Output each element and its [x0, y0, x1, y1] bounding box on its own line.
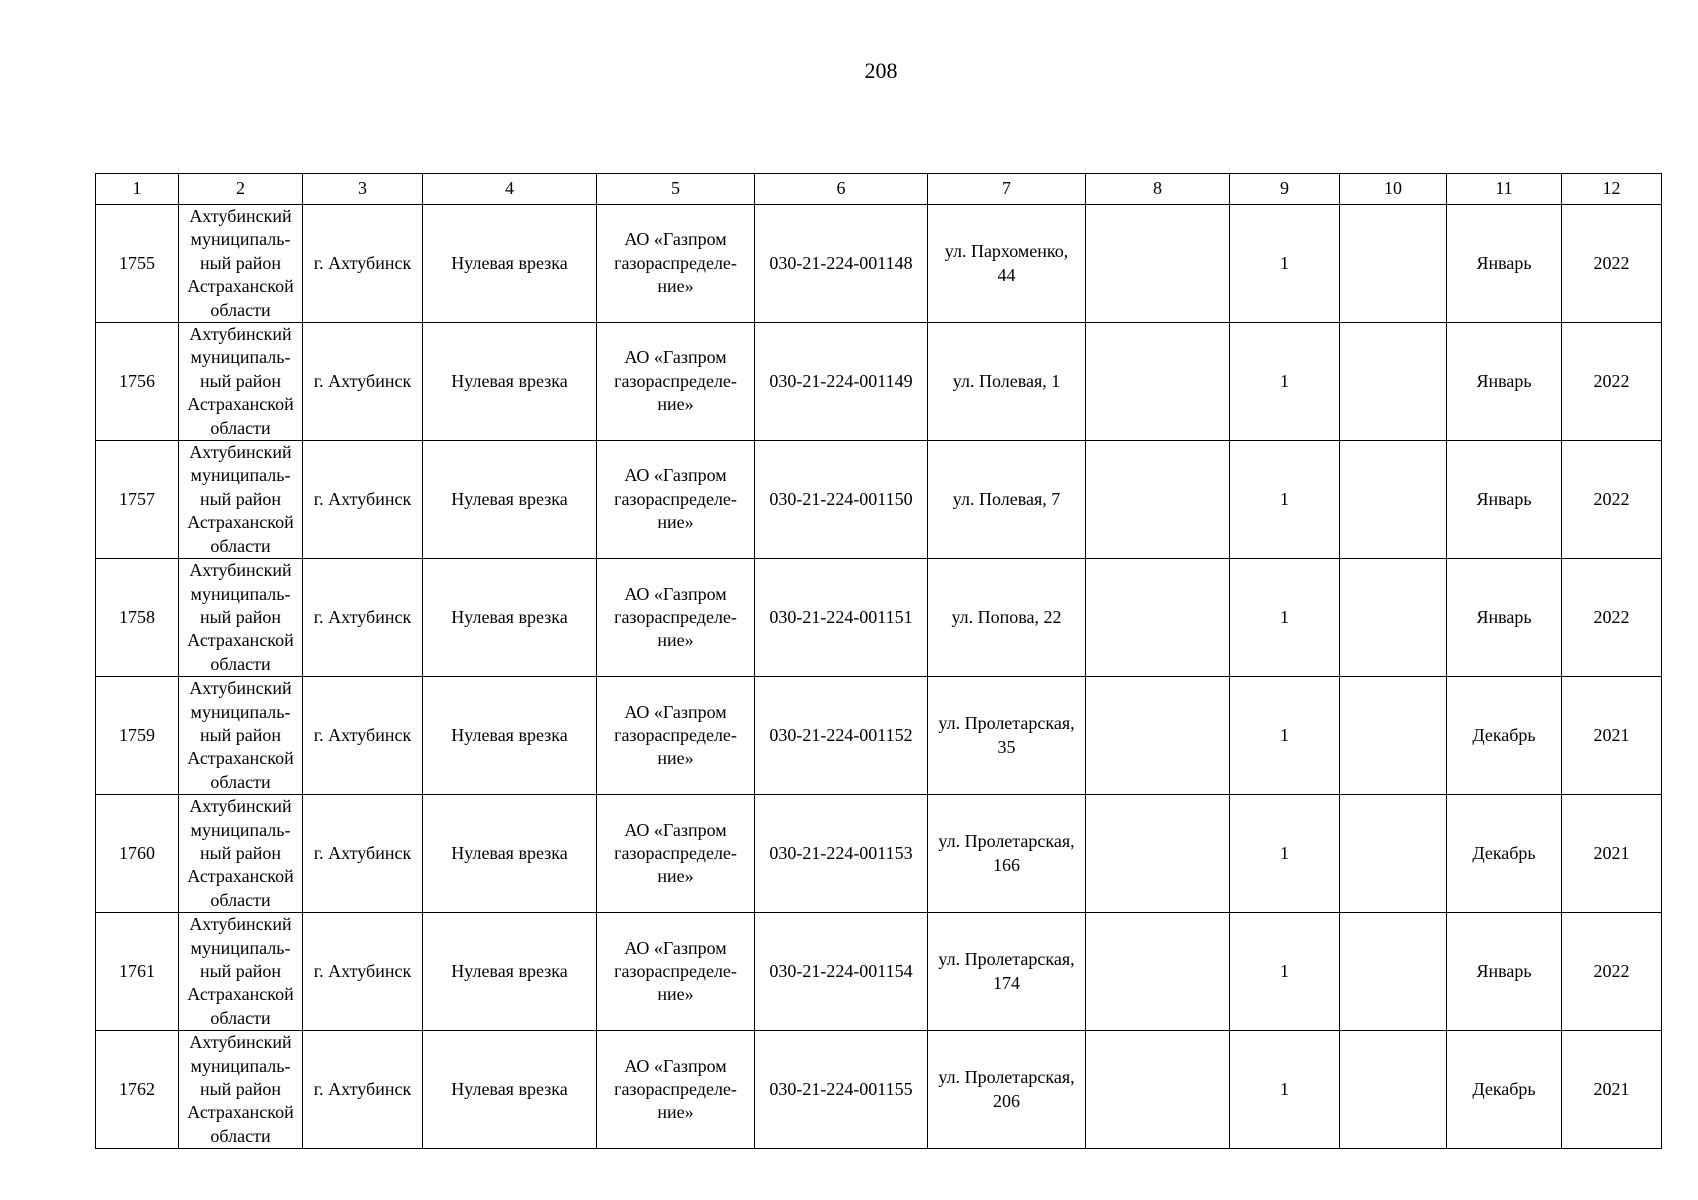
district-line: области — [210, 771, 271, 792]
object-code-cell: 030-21-224-001148 — [755, 205, 928, 323]
address-cell — [928, 205, 1086, 323]
column-number-cell: 10 — [1340, 174, 1447, 205]
district-cell — [179, 795, 303, 913]
month-cell: Январь — [1447, 323, 1562, 441]
column-number-cell: 5 — [597, 174, 755, 205]
organization-line: газораспределе- — [614, 842, 737, 863]
empty-cell — [1340, 323, 1447, 441]
district-line: ный район — [199, 488, 282, 509]
empty-cell — [1340, 913, 1447, 1031]
table-row — [96, 441, 1662, 559]
district-line: Астраханской — [187, 984, 294, 1005]
work-type-cell: Нулевая врезка — [423, 559, 597, 677]
district-line: муниципаль- — [190, 1055, 291, 1076]
empty-cell — [1086, 795, 1230, 913]
district-line: ный район — [199, 252, 282, 273]
empty-cell — [1340, 441, 1447, 559]
empty-cell — [1340, 205, 1447, 323]
organization-cell — [597, 205, 755, 323]
address-line: 174 — [993, 972, 1020, 993]
organization-line: ние» — [657, 1102, 694, 1123]
object-code-cell: 030-21-224-001154 — [755, 913, 928, 1031]
district-cell — [179, 205, 303, 323]
work-type-cell: Нулевая врезка — [423, 205, 597, 323]
organization-line: АО «Газпром — [624, 347, 727, 368]
record-number-cell: 1757 — [96, 441, 179, 559]
district-line: Ахтубинский — [189, 914, 292, 935]
district-line: Ахтубинский — [189, 442, 292, 463]
district-line: ный район — [199, 724, 282, 745]
record-number-cell: 1756 — [96, 323, 179, 441]
column-number-cell: 3 — [303, 174, 423, 205]
year-cell: 2022 — [1562, 559, 1662, 677]
organization-line: газораспределе- — [614, 606, 737, 627]
year-cell: 2021 — [1562, 677, 1662, 795]
organization-line: ние» — [657, 748, 694, 769]
address-line: ул. Пролетарская, — [938, 949, 1075, 970]
district-line: ный район — [199, 961, 282, 981]
district-line: ный район — [199, 842, 282, 863]
organization-line: АО «Газпром — [624, 229, 727, 250]
month-cell: Январь — [1447, 205, 1562, 323]
column-number-cell: 9 — [1230, 174, 1340, 205]
address-cell — [928, 559, 1086, 677]
district-line: Ахтубинский — [189, 560, 292, 581]
address-line: ул. Полевая, 1 — [952, 370, 1061, 391]
empty-cell — [1086, 913, 1230, 1031]
address-cell — [928, 677, 1086, 795]
city-cell: г. Ахтубинск — [303, 559, 423, 677]
table-row — [96, 559, 1662, 677]
object-code-cell: 030-21-224-001152 — [755, 677, 928, 795]
city-cell: г. Ахтубинск — [303, 913, 423, 1031]
count-cell: 1 — [1230, 205, 1340, 323]
year-cell: 2022 — [1562, 913, 1662, 1031]
count-cell: 1 — [1230, 677, 1340, 795]
count-cell: 1 — [1230, 913, 1340, 1031]
district-cell — [179, 441, 303, 559]
organization-line: АО «Газпром — [624, 937, 727, 958]
district-line: ный район — [199, 1079, 282, 1100]
district-line: Астраханской — [187, 748, 294, 769]
district-line: Ахтубинский — [189, 796, 292, 817]
organization-line: АО «Газпром — [624, 1055, 727, 1076]
district-line: Ахтубинский — [189, 206, 292, 226]
district-line: муниципаль- — [190, 819, 291, 840]
table-row — [96, 795, 1662, 913]
organization-line: ние» — [657, 984, 694, 1005]
address-line: ул. Пролетарская, — [938, 831, 1075, 852]
district-cell — [179, 913, 303, 1031]
empty-cell — [1340, 795, 1447, 913]
district-line: области — [210, 1007, 271, 1028]
organization-line: ние» — [657, 630, 694, 651]
district-cell — [179, 559, 303, 677]
organization-line: газораспределе- — [614, 488, 737, 509]
district-line: Астраханской — [187, 276, 294, 297]
organization-line: газораспределе- — [614, 961, 737, 981]
record-number-cell: 1759 — [96, 677, 179, 795]
address-cell — [928, 441, 1086, 559]
address-line: ул. Полевая, 7 — [952, 488, 1061, 509]
year-cell: 2022 — [1562, 323, 1662, 441]
column-number-cell: 12 — [1562, 174, 1662, 205]
organization-line: АО «Газпром — [624, 819, 727, 840]
month-cell: Январь — [1447, 559, 1562, 677]
object-code-cell: 030-21-224-001151 — [755, 559, 928, 677]
address-line: 206 — [993, 1090, 1020, 1111]
table-row — [96, 913, 1662, 1031]
work-type-cell: Нулевая врезка — [423, 323, 597, 441]
object-code-cell: 030-21-224-001153 — [755, 795, 928, 913]
count-cell: 1 — [1230, 559, 1340, 677]
district-cell — [179, 677, 303, 795]
address-cell — [928, 1031, 1086, 1149]
district-line: Ахтубинский — [189, 678, 292, 699]
empty-cell — [1086, 323, 1230, 441]
work-type-cell: Нулевая врезка — [423, 913, 597, 1031]
district-line: области — [210, 653, 271, 674]
object-code-cell: 030-21-224-001149 — [755, 323, 928, 441]
district-line: Астраханской — [187, 630, 294, 651]
table-body — [96, 205, 1662, 1149]
column-number-cell: 8 — [1086, 174, 1230, 205]
address-line: 166 — [993, 854, 1020, 875]
record-number-cell: 1762 — [96, 1031, 179, 1149]
table-row — [96, 205, 1662, 323]
empty-cell — [1086, 559, 1230, 677]
organization-line: газораспределе- — [614, 1079, 737, 1100]
year-cell: 2021 — [1562, 795, 1662, 913]
district-line: муниципаль- — [190, 583, 291, 604]
table-row — [96, 323, 1662, 441]
district-line: Ахтубинский — [189, 324, 292, 345]
year-cell: 2022 — [1562, 205, 1662, 323]
address-line: ул. Пролетарская, — [938, 713, 1075, 734]
work-type-cell: Нулевая врезка — [423, 441, 597, 559]
district-line: Астраханской — [187, 1102, 294, 1123]
organization-line: газораспределе- — [614, 370, 737, 391]
organization-line: ние» — [657, 866, 694, 887]
empty-cell — [1086, 1031, 1230, 1149]
count-cell: 1 — [1230, 323, 1340, 441]
register-table — [95, 173, 1662, 1149]
district-line: ный район — [199, 606, 282, 627]
work-type-cell: Нулевая врезка — [423, 1031, 597, 1149]
month-cell: Декабрь — [1447, 795, 1562, 913]
address-cell — [928, 795, 1086, 913]
city-cell: г. Ахтубинск — [303, 677, 423, 795]
district-line: области — [210, 299, 271, 320]
table-row — [96, 1031, 1662, 1149]
district-line: Астраханской — [187, 394, 294, 415]
column-number-cell: 1 — [96, 174, 179, 205]
district-line: муниципаль- — [190, 937, 291, 958]
organization-cell — [597, 677, 755, 795]
month-cell: Январь — [1447, 913, 1562, 1031]
month-cell: Декабрь — [1447, 1031, 1562, 1149]
work-type-cell: Нулевая врезка — [423, 677, 597, 795]
address-line: ул. Попова, 22 — [951, 606, 1062, 627]
district-line: области — [210, 1125, 271, 1146]
organization-line: газораспределе- — [614, 252, 737, 273]
column-number-cell: 4 — [423, 174, 597, 205]
organization-line: АО «Газпром — [624, 583, 727, 604]
column-number-cell: 7 — [928, 174, 1086, 205]
address-line: ул. Пролетарская, — [938, 1067, 1075, 1088]
empty-cell — [1086, 677, 1230, 795]
organization-cell — [597, 441, 755, 559]
district-cell — [179, 323, 303, 441]
year-cell: 2022 — [1562, 441, 1662, 559]
organization-line: АО «Газпром — [624, 465, 727, 486]
object-code-cell: 030-21-224-001155 — [755, 1031, 928, 1149]
record-number-cell: 1758 — [96, 559, 179, 677]
organization-cell — [597, 559, 755, 677]
empty-cell — [1340, 559, 1447, 677]
district-cell — [179, 1031, 303, 1149]
organization-cell — [597, 913, 755, 1031]
district-line: муниципаль- — [190, 465, 291, 486]
column-number-row — [96, 174, 1662, 205]
organization-cell — [597, 1031, 755, 1149]
address-line: 44 — [997, 264, 1016, 285]
empty-cell — [1340, 677, 1447, 795]
organization-line: ние» — [657, 512, 694, 533]
district-line: области — [210, 889, 271, 910]
count-cell: 1 — [1230, 1031, 1340, 1149]
page-number: 208 — [864, 58, 898, 83]
city-cell: г. Ахтубинск — [303, 205, 423, 323]
organization-line: газораспределе- — [614, 724, 737, 745]
city-cell: г. Ахтубинск — [303, 323, 423, 441]
count-cell: 1 — [1230, 441, 1340, 559]
organization-cell — [597, 323, 755, 441]
district-line: муниципаль- — [190, 701, 291, 722]
count-cell: 1 — [1230, 795, 1340, 913]
column-number-cell: 11 — [1447, 174, 1562, 205]
organization-line: ние» — [657, 276, 694, 297]
object-code-cell: 030-21-224-001150 — [755, 441, 928, 559]
work-type-cell: Нулевая врезка — [423, 795, 597, 913]
district-line: области — [210, 535, 271, 556]
month-cell: Январь — [1447, 441, 1562, 559]
record-number-cell: 1760 — [96, 795, 179, 913]
address-line: ул. Пархоменко, — [944, 241, 1069, 262]
empty-cell — [1086, 441, 1230, 559]
district-line: муниципаль- — [190, 229, 291, 250]
organization-line: ние» — [657, 394, 694, 415]
address-cell — [928, 323, 1086, 441]
empty-cell — [1086, 205, 1230, 323]
month-cell: Декабрь — [1447, 677, 1562, 795]
address-line: 35 — [997, 736, 1016, 757]
organization-cell — [597, 795, 755, 913]
district-line: области — [210, 417, 271, 438]
record-number-cell: 1761 — [96, 913, 179, 1031]
district-line: Астраханской — [187, 866, 294, 887]
district-line: Астраханской — [187, 512, 294, 533]
year-cell: 2021 — [1562, 1031, 1662, 1149]
district-line: Ахтубинский — [189, 1032, 292, 1053]
city-cell: г. Ахтубинск — [303, 441, 423, 559]
city-cell: г. Ахтубинск — [303, 795, 423, 913]
city-cell: г. Ахтубинск — [303, 1031, 423, 1149]
table-row — [96, 677, 1662, 795]
record-number-cell: 1755 — [96, 205, 179, 323]
column-number-cell: 6 — [755, 174, 928, 205]
address-cell — [928, 913, 1086, 1031]
district-line: муниципаль- — [190, 347, 291, 368]
column-number-cell: 2 — [179, 174, 303, 205]
empty-cell — [1340, 1031, 1447, 1149]
organization-line: АО «Газпром — [624, 701, 727, 722]
district-line: ный район — [199, 370, 282, 391]
